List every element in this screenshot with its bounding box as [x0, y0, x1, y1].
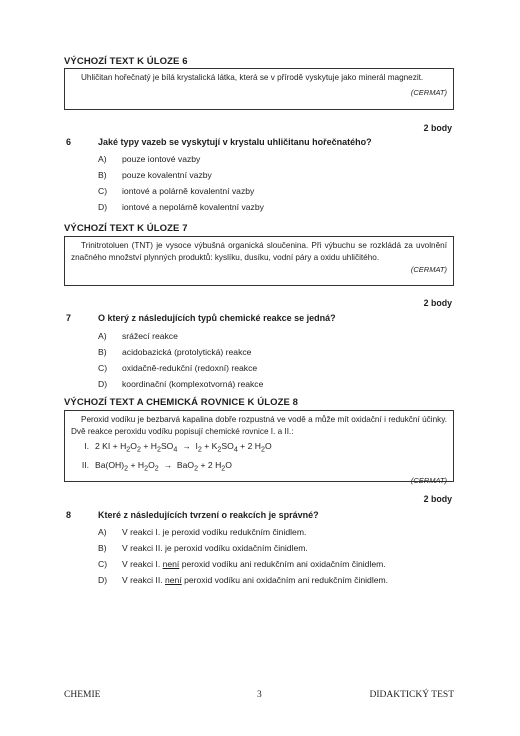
q8-source-text-box: [64, 410, 454, 486]
footer-subject: CHEMIE: [64, 690, 101, 700]
q6-option-c[interactable]: C) iontové a polárně kovalentní vazby: [98, 186, 255, 196]
q8-equation-2: II. $Ba(OH)_2 + H_2O_2 \to BaO_2 + 2$ $H_2O$: [81, 459, 232, 473]
q8-points: 2 body: [423, 494, 452, 504]
q7-source-text-box: [64, 236, 454, 286]
q6-option-d[interactable]: D) iontové a nepolárně kovalentní vazby: [98, 202, 264, 212]
q6-number: 6: [66, 137, 72, 147]
q6-source-text-box: [64, 68, 454, 110]
q7-source-text: Trinitrotoluen (TNT) je vysoce výbušná organická sloučenina. Při výbuchu se rozkládá za uvolnění značného množství plynných produktů: kyslíku, dusíku, vodní páry a oxidu uhličitého.: [71, 241, 447, 262]
q6-header: VÝCHOZÍ TEXT K ÚLOZE 6: [64, 56, 188, 67]
q7-points: 2 body: [423, 298, 452, 308]
q7-header: VÝCHOZÍ TEXT K ÚLOZE 7: [64, 223, 188, 234]
q8-option-c[interactable]: C) V reakci I. není peroxid vodíku ani redukčním ani oxidačním činidlem.: [98, 559, 386, 569]
q8-header: VÝCHOZÍ TEXT A CHEMICKÁ ROVNICE K ÚLOZE 8: [64, 397, 299, 408]
q8-question: Které z následujících tvrzení o reakcích je správné?: [98, 510, 319, 520]
q6-source-text: Uhličitan hořečnatý je bílá krystalická látka, která se v přírodě vyskytuje jako minerál magnezit.: [81, 73, 424, 82]
q7-number: 7: [66, 313, 72, 323]
q8-source-text: Peroxid vodíku je bezbarvá kapalina dobře rozpustná ve vodě a může mít oxidační i redukční účinky. Dvě reakce peroxidu vodíku popisují chemické rovnice I. a II.:: [71, 415, 447, 436]
q6-source-credit: (CERMAT): [410, 88, 447, 97]
q6-option-b[interactable]: B) pouze kovalentní vazby: [98, 170, 212, 180]
footer-test-label: DIDAKTICKÝ TEST: [369, 690, 454, 700]
q8-number: 8: [66, 510, 72, 520]
q6-option-a[interactable]: A) pouze iontové vazby: [98, 154, 201, 164]
footer-page-number: 3: [257, 690, 262, 700]
q7-option-a[interactable]: A) srážecí reakce: [98, 331, 178, 341]
q8-option-a[interactable]: A) V reakci I. je peroxid vodíku redukčním činidlem.: [98, 527, 307, 537]
q6-points: 2 body: [423, 123, 452, 133]
q8-equation-1: I. 2 KI + $H_2O_2 + H_2SO_4 \to I_2 + K_2SO_4 + 2$ $H_2O$: [84, 441, 272, 454]
q7-option-c[interactable]: C) oxidačně-redukční (redoxní) reakce: [98, 363, 258, 373]
q8-source-credit: (CERMAT): [410, 476, 447, 486]
q7-source-credit: (CERMAT): [410, 265, 447, 274]
q8-option-d[interactable]: D) V reakci II. není peroxid vodíku ani oxidačním ani redukčním činidlem.: [98, 575, 389, 585]
q7-option-d[interactable]: D) koordinační (komplexotvorná) reakce: [98, 379, 264, 389]
q6-question: Jaké typy vazeb se vyskytují v krystalu uhličitanu hořečnatého?: [98, 137, 372, 147]
q7-option-b[interactable]: B) acidobazická (protolytická) reakce: [98, 347, 252, 357]
q7-question: O který z následujících typů chemické reakce se jedná?: [98, 313, 336, 323]
q8-option-b[interactable]: B) V reakci II. je peroxid vodíku oxidačním činidlem.: [98, 543, 308, 553]
